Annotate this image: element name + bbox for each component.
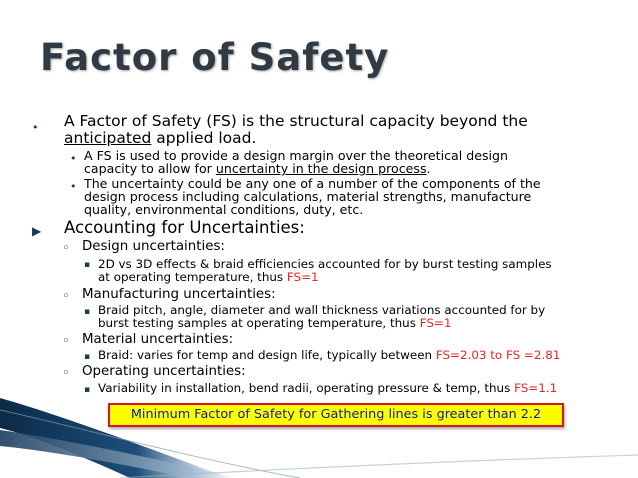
square-bullet-icon: ▪ xyxy=(84,385,91,395)
operating-detail-text: Variability in installation, bend radii, operating pressure & temp, thus xyxy=(98,381,515,395)
minimum-fs-callout: Minimum Factor of Safety for Gathering lines is greater than 2.2 xyxy=(108,403,564,427)
bullet-uncertainty-line2: design process including calculations, material strengths, manufacture xyxy=(84,189,532,204)
manufacturing-uncertainties-label: Manufacturing uncertainties: xyxy=(82,287,276,302)
square-bullet-icon: ▪ xyxy=(84,260,91,270)
manufacturing-detail-text: burst testing samples at operating temperature, thus xyxy=(98,316,420,330)
period-text: . xyxy=(426,161,431,176)
circle-bullet-icon: ◦ xyxy=(62,241,70,256)
manufacturing-fs-value: FS=1 xyxy=(419,316,452,330)
bullet-fs-margin-line1: A FS is used to provide a design margin over the theoretical design xyxy=(84,148,508,163)
accounting-heading: Accounting for Uncertainties: xyxy=(64,218,305,237)
arrow-bullet-icon: ▶ xyxy=(32,224,42,238)
square-bullet-icon: ▪ xyxy=(84,352,91,362)
design-detail-line1: 2D vs 3D effects & braid efficiencies accounted for by burst testing samples xyxy=(98,257,552,271)
operating-fs-value: FS=1.1 xyxy=(514,381,558,395)
bullet-icon: • xyxy=(32,121,39,134)
bullet-uncertainty-line1: The uncertainty could be any one of a number of the components of the xyxy=(84,176,541,191)
design-detail-text: at operating temperature, thus xyxy=(98,270,287,284)
circle-bullet-icon: ◦ xyxy=(62,334,70,349)
circle-bullet-icon: ◦ xyxy=(62,289,70,304)
bullet-uncertainty-line3: quality, environmental conditions, duty, etc. xyxy=(84,202,364,217)
slide-title: Factor of Safety xyxy=(40,36,390,79)
material-fs-range: FS=2.03 to FS =2.81 xyxy=(435,348,561,362)
design-uncertainties-label: Design uncertainties: xyxy=(82,239,225,254)
circle-bullet-icon: ◦ xyxy=(62,366,70,381)
operating-uncertainties-label: Operating uncertainties: xyxy=(82,364,246,379)
square-bullet-icon: ▪ xyxy=(84,307,91,317)
anticipated-text: anticipated xyxy=(64,129,152,147)
bullet-fs-definition-line1: A Factor of Safety (FS) is the structural capacity beyond the xyxy=(64,112,528,130)
manufacturing-detail-line1: Braid pitch, angle, diameter and wall thickness variations accounted for by xyxy=(98,303,546,317)
bullet-icon: • xyxy=(70,180,77,193)
design-fs-value: FS=1 xyxy=(286,270,319,284)
uncertainty-design-process-text: uncertainty in the design process xyxy=(215,161,427,176)
material-detail-text: Braid: varies for temp and design life, typically between xyxy=(98,348,436,362)
bullet-icon: • xyxy=(70,152,77,165)
applied-load-text: applied load. xyxy=(151,129,257,147)
material-uncertainties-label: Material uncertainties: xyxy=(82,332,234,347)
fs-margin-text: capacity to allow for xyxy=(84,161,216,176)
